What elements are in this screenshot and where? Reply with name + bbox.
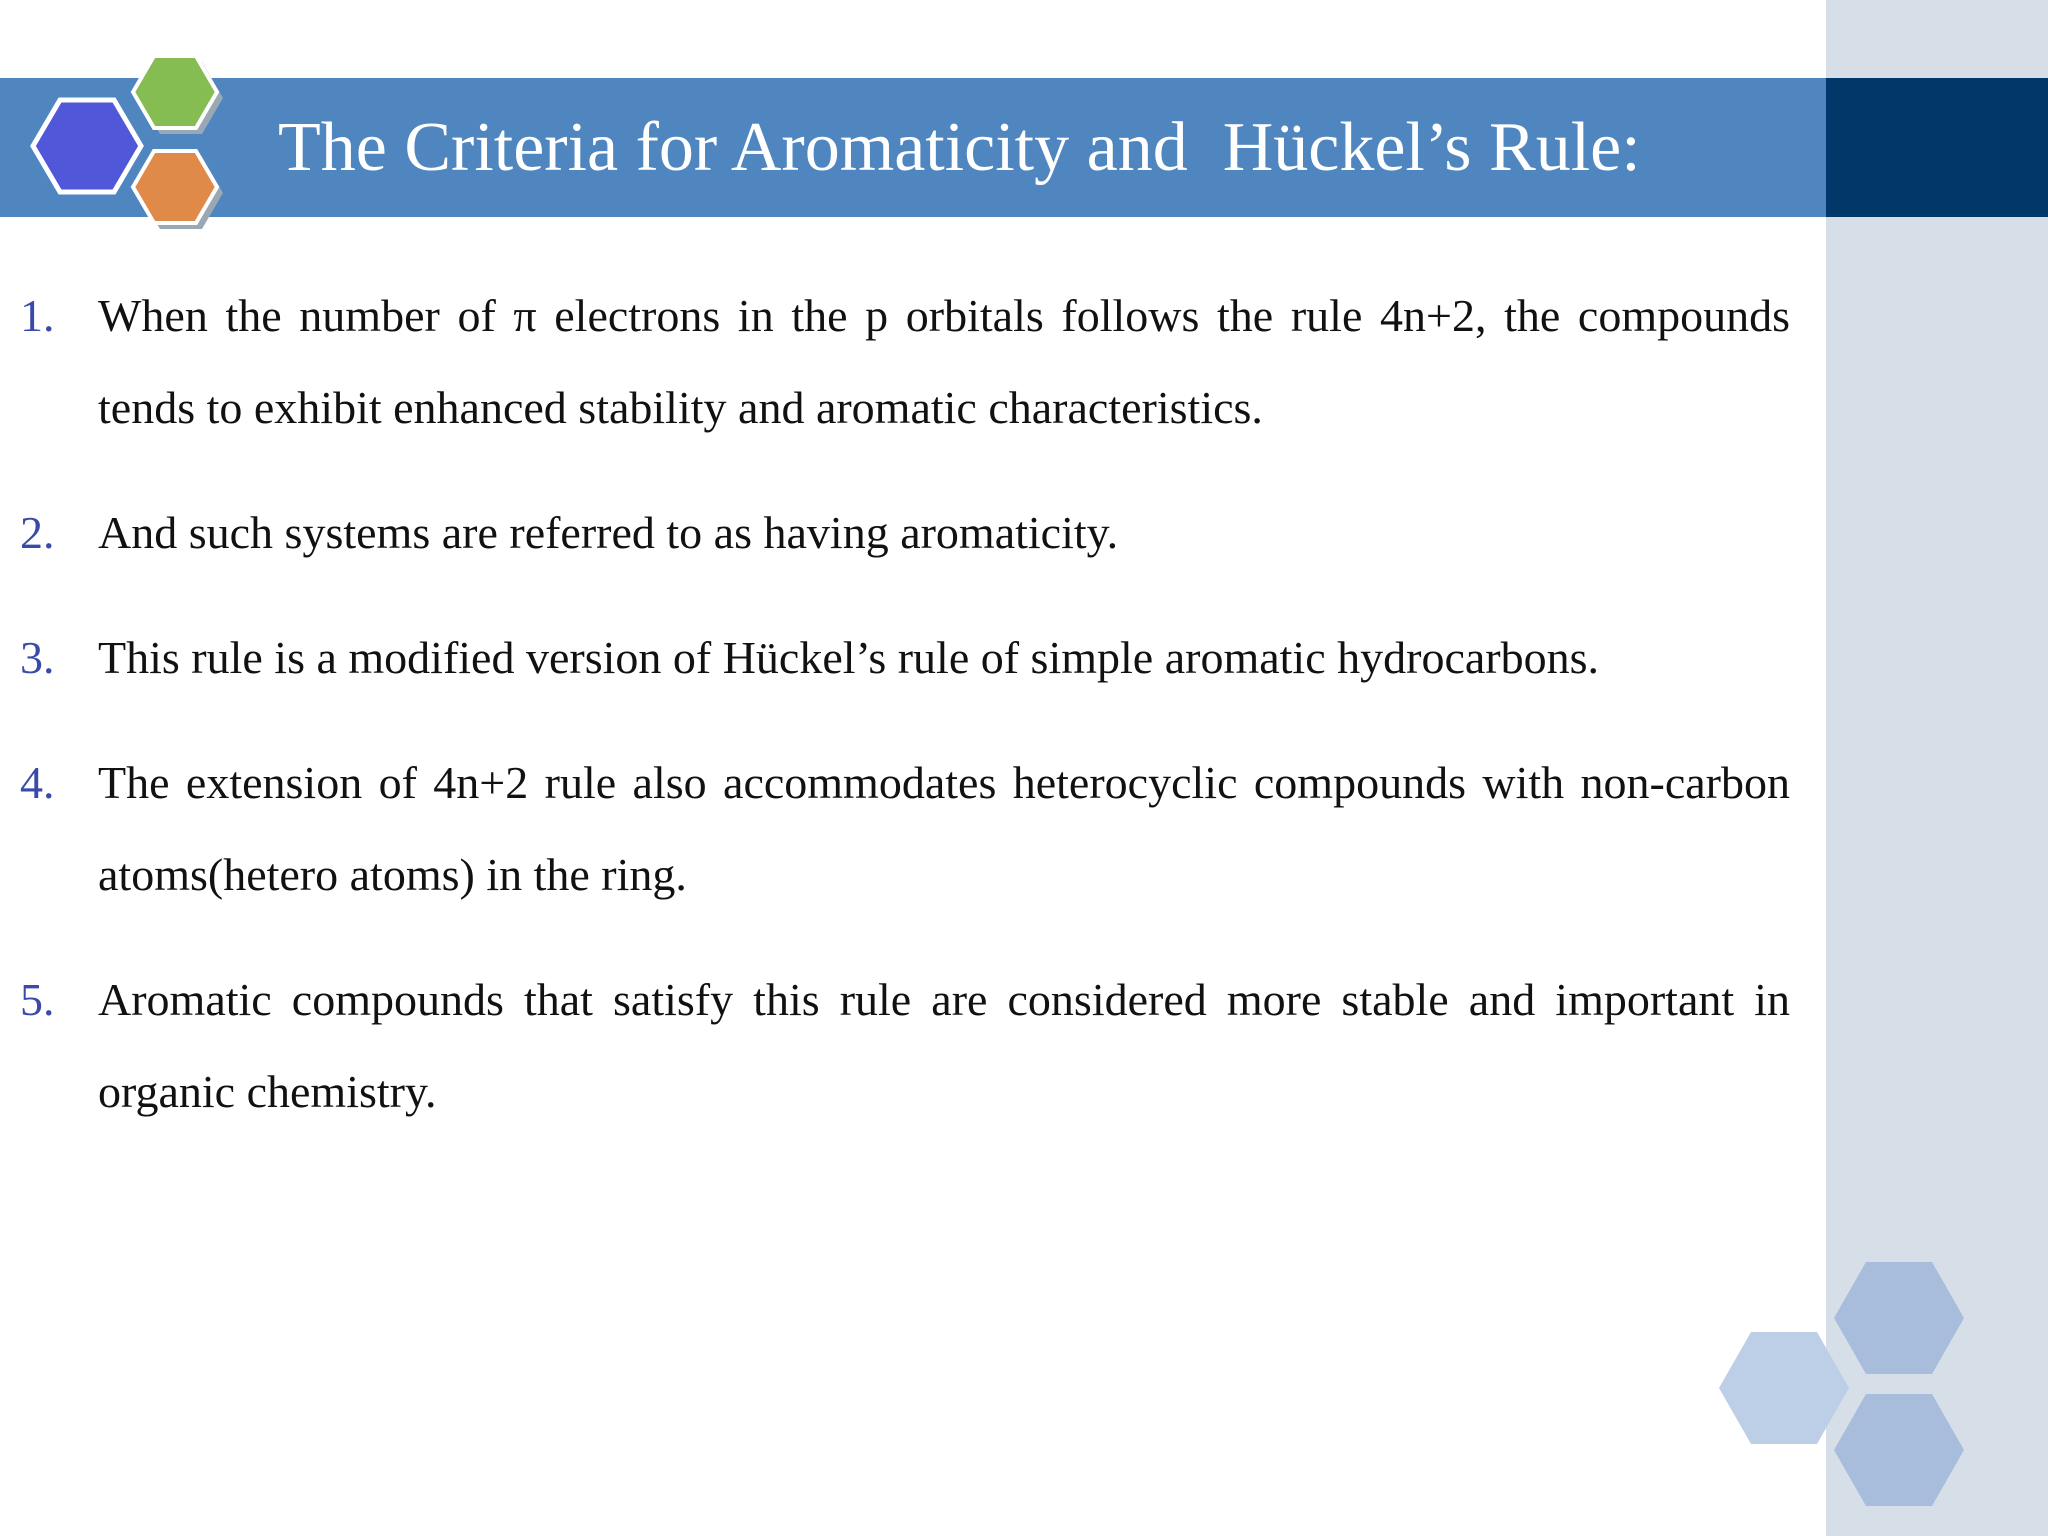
list-item-text: When the number of π electrons in the p orbitals follows the rule 4n+2, the compounds tends to exhibit enhanced stability and aromatic characteristics. [98,290,1790,433]
list-item-number: 5. [20,974,55,1025]
hexagon-top-icon [1834,1262,1964,1374]
list-item [0,612,1790,704]
list-item-number: 4. [20,757,55,808]
list-item-text: The extension of 4n+2 rule also accommodates heterocyclic compounds with non-carbon atoms(hetero atoms) in the ring. [98,757,1790,900]
slide-title: The Criteria for Aromaticity and Hückel’s Rule: [278,109,1641,186]
hexagon-bottom-icon [1834,1394,1964,1506]
list-item [0,737,1790,921]
criteria-list [0,270,1790,1171]
list-item-text: And such systems are referred to as having aromaticity. [98,507,1119,558]
list-item-number: 3. [20,632,55,683]
list-item-text: Aromatic compounds that satisfy this rule are considered more stable and important in organic chemistry. [98,974,1790,1117]
list-item [0,270,1790,454]
list-item-number: 1. [20,290,55,341]
orange-hexagon-icon [133,151,217,223]
title-bar-accent [1826,78,2048,217]
list-item [0,487,1790,579]
list-item [0,954,1790,1138]
green-hexagon-icon [133,56,217,128]
hexagon-logo-icon [20,40,250,250]
decorative-hexagons-icon [1716,1252,2006,1522]
hexagon-left-icon [1719,1332,1849,1444]
blue-hexagon-icon [33,100,141,192]
list-item-number: 2. [20,507,55,558]
list-item-text: This rule is a modified version of Hückel’s rule of simple aromatic hydrocarbons. [98,632,1599,683]
